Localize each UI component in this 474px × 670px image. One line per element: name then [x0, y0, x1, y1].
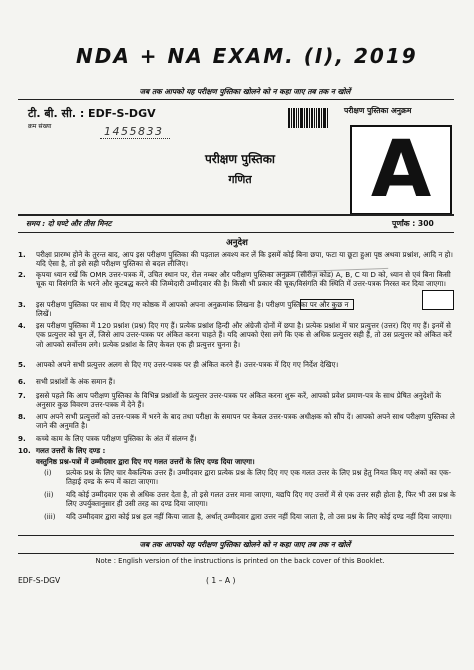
subject: गणित — [228, 173, 252, 186]
instruction-number: 7. — [18, 391, 26, 400]
instruction-text: आपको अपने सभी प्रत्युत्तर अलग से दिए गए उत्तर-पत्रक पर ही अंकित करने हैं। उत्तर-पत्रक में दिए गए निर्देश देखिए। — [36, 360, 339, 369]
instruction-item — [18, 391, 456, 411]
instruction-item — [18, 321, 456, 359]
serial-underline — [100, 138, 170, 139]
instruction-number: 2. — [18, 270, 26, 279]
penalty-intro: वस्तुनिष्ठ प्रश्न-पत्रों में उम्मीदवार द्वारा दिए गए गलत उत्तरों के लिए दण्ड दिया जाएगा। — [36, 457, 255, 466]
footer-code: EDF-S-DGV — [18, 576, 61, 585]
instruction-number: 6. — [18, 377, 26, 386]
instruction-item — [18, 250, 456, 270]
instruction-item — [18, 360, 456, 370]
instruction-text: गलत उत्तरों के लिए दण्ड : — [36, 446, 106, 455]
top-notice: जब तक आपको यह परीक्षण पुस्तिका खोलने को न कहा जाए तब तक न खोलें — [139, 87, 351, 96]
max-marks: पूर्णांक : 300 — [392, 219, 434, 228]
instruction-number: 1. — [18, 250, 26, 259]
rule-above-bottom-notice — [18, 535, 454, 536]
top-rule — [18, 99, 454, 100]
penalty-item — [44, 512, 456, 532]
instruction-number: 8. — [18, 412, 26, 421]
series-code: टी. बी. सी. : EDF-S-DGV — [28, 107, 156, 120]
penalty-number: (i) — [44, 468, 52, 477]
penalty-text: प्रत्येक प्रश्न के लिए चार वैकल्पिक उत्तर हैं। उम्मीदवार द्वारा प्रत्येक प्रश्न के लिए दिए गए एक गलत उत्तर के लिए प्रश्न हेतु नियत किए गए अंकों का एक-तिहाई दण्ड के रूप में काटा जाएगा। — [66, 468, 452, 487]
booklet-serial-label: परीक्षण पुस्तिका अनुक्रम — [344, 106, 412, 115]
page-number: ( 1 – A ) — [206, 576, 236, 585]
instruction-text: इस परीक्षण पुस्तिका पर साथ में दिए गए कोष्ठक में आपको अपना अनुक्रमांक लिखना है। परीक्षण पुस्तिका पर और कुछ न लिखें। — [36, 300, 349, 319]
instructions-heading: अनुदेश — [226, 238, 248, 248]
bottom-notice: जब तक आपको यह परीक्षण पुस्तिका खोलने को न कहा जाए तब तक न खोलें — [139, 540, 351, 549]
rule-below-time — [18, 232, 454, 233]
instruction-item — [18, 434, 456, 444]
instruction-number: 10. — [18, 446, 31, 455]
english-note: Note : English version of the instructions is printed on the back cover of this Booklet. — [95, 557, 385, 565]
instruction-text: कृपया ध्यान रखें कि OMR उत्तर-पत्रक में, उचित स्थान पर, रोल नम्बर और परीक्षण पुस्तिका अनुक्रम (सीरीज़ कोड) A, B, C या D को, ध्यान से एवं बिना किसी चूक या विसंगति के भरने और कूटबद्ध करने की जिम्मेदारी उम्मीदवार की है। किसी भी प्रकार की चूक/विसंगति की स्थिति में उत्तर-पत्रक निरस्त कर दिया जाएगा। — [36, 270, 451, 289]
booklet-title: परीक्षण पुस्तिका — [204, 152, 276, 166]
penalty-number: (ii) — [44, 490, 54, 499]
instruction-text: इस परीक्षण पुस्तिका में 120 प्रश्नांश (प्रश्न) दिए गए हैं। प्रत्येक प्रश्नांश हिन्दी और अंग्रेजी दोनों में छपा है। प्रत्येक प्रश्नांश में चार प्रत्युत्तर (उत्तर) दिए गए हैं। इनमें से एक प्रत्युत्तर को चुन लें, जिसे आप उत्तर-पत्रक पर अंकित करना चाहते हैं। यदि आपको ऐसा लगे कि एक से अधिक प्रत्युत्तर सही हैं, तो उस प्रत्युत्तर को अंकित करें जो आपको सर्वोत्तम लगे। प्रत्येक प्रश्नांश के लिए केवल एक ही प्रत्युत्तर चुनना है। — [36, 321, 452, 349]
rule-above-time — [18, 214, 454, 216]
instruction-item — [18, 300, 456, 320]
handwritten-title: NDA + NA EXAM. (I), 2019 — [76, 44, 418, 68]
instruction-number: 9. — [18, 434, 26, 443]
instruction-item — [18, 412, 456, 432]
booklet-series-box: A — [350, 125, 452, 215]
serial-number: 1455833 — [104, 125, 164, 138]
serial-label: क्रम संख्या — [28, 123, 52, 130]
instruction-number: 3. — [18, 300, 26, 309]
penalty-text: यदि कोई उम्मीदवार एक से अधिक उत्तर देता है, तो इसे गलत उत्तर माना जाएगा, यद्यपि दिए गए उत्तरों में से एक उत्तर सही होता है, फिर भी उस प्रश्न के लिए उपर्युक्तानुसार ही उसी तरह का दण्ड दिया जाएगा। — [66, 490, 456, 509]
instruction-text: कच्चे काम के लिए पत्रक परीक्षण पुस्तिका के अंत में संलग्न हैं। — [36, 434, 197, 443]
instruction-text: सभी प्रश्नांशों के अंक समान हैं। — [36, 377, 116, 386]
rule-above-note — [18, 553, 454, 554]
instruction-text: परीक्षा प्रारम्भ होने के तुरन्त बाद, आप इस परीक्षण पुस्तिका की पड़ताल अवश्य कर लें कि इसमें कोई बिना छपा, फटा या छूटा हुआ पृष्ठ अथवा प्रश्नांश, आदि न हो। यदि ऐसा है, तो इसे सही परीक्षण पुस्तिका से बदल लीजिए। — [36, 250, 453, 269]
penalty-number: (iii) — [44, 512, 56, 521]
instruction-number: 5. — [18, 360, 26, 369]
instruction-text: इससे पहले कि आप परीक्षण पुस्तिका के विभिन्न प्रश्नांशों के प्रत्युत्तर उत्तर-पत्रक पर अंकित करना शुरू करें, आपको प्रवेश प्रमाण-पत्र के साथ प्रेषित अनुदेशों के अनुसार कुछ विवरण उत्तर-पत्रक में देने हैं। — [36, 391, 442, 410]
instruction-item — [18, 270, 456, 298]
barcode — [288, 108, 328, 128]
instruction-item — [18, 446, 456, 456]
time-allowed: समय : दो घण्टे और तीस मिनट — [26, 219, 112, 228]
instruction-text: आप अपने सभी प्रत्युत्तरों को उत्तर-पत्रक में भरने के बाद तथा परीक्षा के समापन पर केवल उत्तर-पत्रक अधीक्षक को सौंप दें। आपको अपने साथ परीक्षण पुस्तिका ले जाने की अनुमति है। — [36, 412, 455, 431]
penalty-text: यदि उम्मीदवार द्वारा कोई प्रश्न हल नहीं किया जाता है, अर्थात् उम्मीदवार द्वारा उत्तर नहीं दिया जाता है, तो उस प्रश्न के लिए कोई दण्ड नहीं दिया जाएगा। — [66, 512, 452, 521]
instruction-item — [18, 377, 456, 387]
instruction-number: 4. — [18, 321, 26, 330]
